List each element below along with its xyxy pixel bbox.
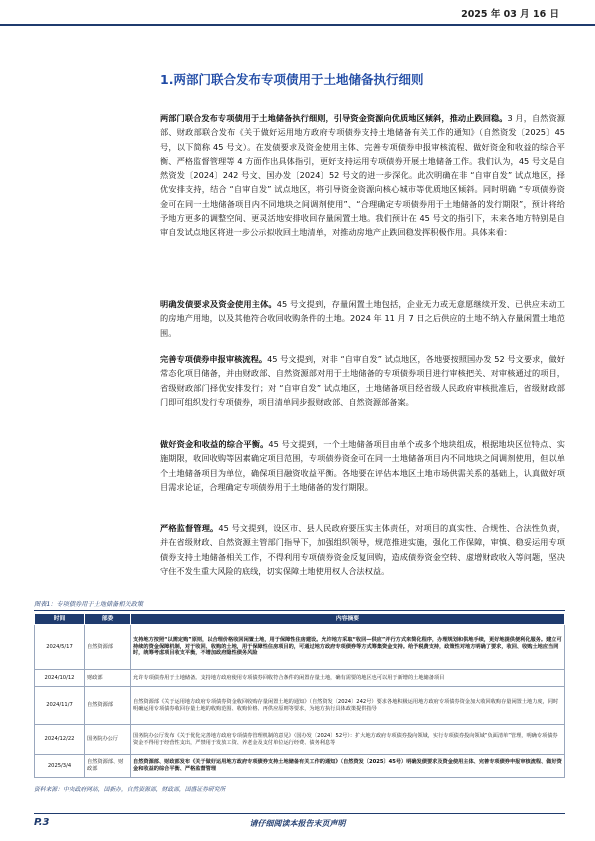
row-dept: 自然资源部 <box>85 625 131 670</box>
table-row <box>35 687 565 725</box>
report-date: 2025 年 03 月 16 日 <box>461 9 559 20</box>
figure-title: 图表1：专项债券用于土地储备相关政策 <box>34 597 565 611</box>
row-content: 允许专项债券用于土地储备。支持地方政府使用专项债券回收符合条件的闲置存量土地，确有需要的地区也可以用于新增的土地储备项目 <box>131 670 565 687</box>
footer-disclaimer: 请仔细阅读本报告末页声明 <box>249 819 346 828</box>
row-content: 国务院办公厅发布《关于优化完善地方政府专项债券管理机制的意见》（国办发〔2024〕52号）：扩大地方政府专项债券投向领域，实行专项债券投向领域“负面清单”管理，明确专项债券资金不得用于经营性支出，严禁用于发放工资、养老金及支付单位运行经费、债务利息等 <box>131 725 565 755</box>
paragraph-lead: 完善专项债券申报审核流程。 <box>160 354 268 364</box>
section-title: 1.两部门联合发布专项债用于土地储备执行细则 <box>160 72 424 87</box>
paragraph-lead: 严格监督管理。 <box>160 523 219 533</box>
row-dept: 自然资源部、财政部 <box>85 755 131 778</box>
paragraph-text: 45 号文提到，一个土地储备项目由单个或多个地块组成，根据地块区位特点、实施期限，收回收购等因素确定项目范围，专项债券资金可在同一土地储备项目内不同地块之间调剂使用，但以单个土地储备项目为单位，确保项目融资收益平衡。各地要在评估本地区土地市场供需关系的基础上，认真做好项目需求论证，合理确定专项债券用于土地储备的发行期限。 <box>160 439 565 492</box>
row-content: 自然资源部《关于运用地方政府专项债券资金收回收购存量闲置土地的通知》（自然资发〔2024〕242号）要求各地积极运用地方政府专项债券资金加大收回收购存量闲置土地力度，同时明确运用专项债券收回存量土地的收购范围、收购价格、再供应原则等要求，为地方执行具体政策提供指导 <box>131 687 565 725</box>
paragraph-overview <box>160 111 565 240</box>
paragraph-review-process <box>160 352 565 409</box>
paragraph-text: 45 号文提到，对非 “自审自发” 试点地区，各地要按照国办发 52 号文要求，做好常态化项目储备，并由财政部、自然资源部对用于土地储备的专项债券项目进行审核把关、对审核通过的项目，省级财政部门择优安排发行；对 “自审自发” 试点地区，土地储备项目经省级人民政府审核批准后，省级财政部门即可组织发行专项债券，项目清单同步报财政部、自然资源部备案。 <box>160 354 565 407</box>
row-date: 2024/12/22 <box>35 725 85 755</box>
row-date: 2024/11/7 <box>35 687 85 725</box>
paragraph-fund-balance <box>160 437 565 494</box>
table-header-row <box>35 614 565 625</box>
column-header-dept: 部委 <box>85 614 131 625</box>
table-row <box>35 755 565 778</box>
figure-source: 资料来源：中央政府网站，国新办，自然资源部，财政部，国盛证券研究所 <box>34 787 226 793</box>
paragraph-text: 45 号文提到，存量闲置土地包括，企业无力或无意愿继续开发、已供应未动工的房地产用地，以及其他符合收回收购条件的土地。2024 年 11 月 7 日之后供应的土地不纳入存量闲置土地范围。 <box>160 299 565 338</box>
table-row <box>35 670 565 687</box>
row-date: 2025/3/4 <box>35 755 85 778</box>
page-number: P.3 <box>34 817 50 828</box>
paragraph-supervision <box>160 521 565 578</box>
footer-rule <box>34 813 565 814</box>
table-row <box>35 625 565 670</box>
row-date: 2024/5/17 <box>35 625 85 670</box>
header-rule <box>0 24 595 26</box>
row-dept: 国务院办公厅 <box>85 725 131 755</box>
column-header-content: 内容摘要 <box>131 614 565 625</box>
paragraph-text: 3 月，自然资源部、财政部联合发布《关于做好运用地方政府专项债券支持土地储备有关工作的通知》（自然资发〔2025〕45 号，以下简称 45 号文）。在发债要求及资金使用主体、完善专项债券申报审核流程、做好资金和收益的综合平衡、严格监督管理等 4 方面作出具体指引，更好支持运用专项债券开展土地储备工作。我们认为，45 号文是自然资发〔2024〕242 号文、国办发〔2024〕52 号文的进一步深化。此次明确在非 “自审自发” 试点地区，择优安排支持，结合 “自审自发” 试点地区，将引导资金资源向核心城市等优质地区倾斜。同时明确 “专项债券资金可在同一土地储备项目内不同地块之间调剂使用”、“合理确定专项债券用于土地储备的发行期限”，预计将给予地方更多的调整空间、更灵活地安排收回存量闲置土地。我们预计在 45 号文的指引下，未来各地方特别是自审自发试点地区将进一步公示拟收回土地清单，对推动房地产止跌回稳发挥积极作用。具体来看： <box>160 113 565 238</box>
row-date: 2024/10/12 <box>35 670 85 687</box>
paragraph-lead: 明确发债要求及资金使用主体。 <box>160 299 277 309</box>
row-dept: 自然资源部 <box>85 687 131 725</box>
row-content: 支持地方按照“以需定购”原则，以合理价格收回闲置土地，用于保障性住房建设。允许地方采取“收回—供应”并行方式来简化程序，办理规划和供地手续，更好地提供便利化服务。建立可持续的资金保障机制，对于收回、收购的土地，用于保障性住房项目的，可通过地方政府专项债券等方式筹集资金支持。给予税费支持，政策性对地方明确了要求，收回、收购土地应当同时，统筹考虑项目收支平衡，不增加政府隐性债务风险 <box>131 625 565 670</box>
paragraph-lead: 做好资金和收益的综合平衡。 <box>160 439 269 449</box>
column-header-date: 时间 <box>35 614 85 625</box>
policy-table <box>34 613 565 778</box>
row-dept: 财政部 <box>85 670 131 687</box>
row-content: 自然资源部、财政部发布《关于做好运用地方政府专项债券支持土地储备有关工作的通知》（自然资发〔2025〕45号）明确发债要求及资金使用主体、完善专项债券申报审核流程、做好资金和收益的综合平衡、严格监督管理 <box>131 755 565 778</box>
table-row <box>35 725 565 755</box>
paragraph-lead: 两部门联合发布专项债用于土地储备执行细则，引导资金资源向优质地区倾斜，推动止跌回稳。 <box>160 113 508 123</box>
paragraph-text: 45 号文提到，设区市、县人民政府要压实主体责任，对项目的真实性、合规性、合法性负责，并在省级财政、自然资源主管部门指导下，加强组织领导，规范推进实施，强化工作保障，审慎、稳妥运用专项债券支持土地储备相关工作，不得利用专项债券资金反复回购，造成债券资金空转、虚增财政收入等问题，坚决守住不发生重大风险的底线，切实保障土地使用权人合法权益。 <box>160 523 565 576</box>
paragraph-issuance-requirements <box>160 297 565 340</box>
